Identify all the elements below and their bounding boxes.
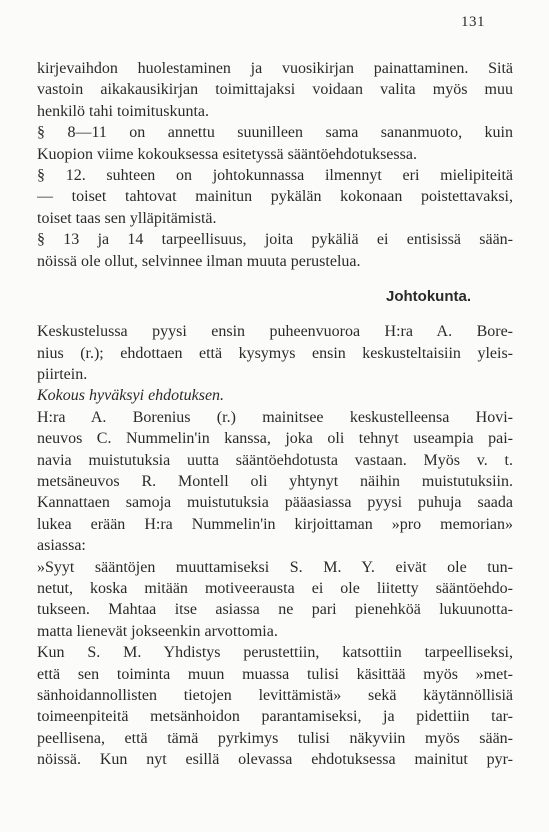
text-line: Kannattaen samoja muistutuksia pääasiassa pyysi puhuja saada bbox=[37, 494, 513, 512]
page-number: 131 bbox=[461, 14, 485, 30]
text-line: kirjevaihdon huolestaminen ja vuosikirjan painattaminen. Sitä bbox=[37, 60, 513, 77]
paragraphs-before-heading bbox=[37, 58, 513, 272]
text-line: vastoin aikakausikirjan toimittajaksi voidaan valita myös muu bbox=[37, 81, 513, 99]
text-line: § 12. suhteen on johtokunnassa ilmennyt eri mielipiteitä bbox=[37, 166, 513, 184]
text-line: nöissä ole ollut, selvinnee ilman muuta perustelua. bbox=[37, 252, 361, 270]
text-line: § 13 ja 14 tarpeellisuus, joita pykäliä ei entisissä sään- bbox=[37, 231, 513, 249]
text-line: navia muistutuksia uutta sääntöehdotusta vastaan. Myös v. t. bbox=[37, 451, 513, 469]
text-line: H:ra A. Borenius (r.) mainitsee keskustelleensa Hovi- bbox=[37, 408, 513, 426]
text-line: neuvos C. Nummelin'in kanssa, joka oli tehnyt useampia pai- bbox=[37, 430, 513, 448]
paragraphs-after-heading bbox=[37, 321, 513, 770]
text-line: toimeenpiteitä metsänhoidon parantamiseksi, ja pidettiin tar- bbox=[37, 708, 513, 726]
text-line: toiset taas sen ylläpitämistä. bbox=[37, 209, 217, 227]
body-text bbox=[37, 58, 513, 771]
text-line: — toiset tahtovat mainitun pykälän kokonaan poistettavaksi, bbox=[37, 188, 513, 206]
text-line: asiassa: bbox=[37, 537, 86, 555]
text-line: piirtein. bbox=[37, 366, 88, 384]
text-line: peellisena, että tämä pyrkimys tulisi näkyviin myös sään- bbox=[37, 729, 513, 747]
text-line: Keskustelussa pyysi ensin puheenvuoroa H:ra A. Bore- bbox=[37, 323, 513, 341]
text-line: tukseen. Mahtaa itse asiassa ne pari pienehköä lukuunotta- bbox=[37, 601, 513, 619]
text-line: nöissä. Kun nyt esillä olevassa ehdotuksessa mainitut pyr- bbox=[37, 751, 513, 769]
text-line: Kun S. M. Yhdistys perustettiin, katsottiin tarpeelliseksi, bbox=[37, 644, 513, 662]
text-line: sänhoidannollisten tietojen levittämistä» sekä käytännöllisiä bbox=[37, 686, 513, 704]
text-line: Kokous hyväksyi ehdotuksen. bbox=[37, 387, 225, 405]
text-line: netut, koska mitään motiveerausta ei ole liitetty sääntöehdo- bbox=[37, 579, 513, 597]
text-line: nius (r.); ehdottaen että kysymys ensin keskusteltaisiin yleis- bbox=[37, 344, 513, 362]
text-line: lukea erään H:ra Nummelin'in kirjoittaman »pro memorian» bbox=[37, 515, 513, 533]
text-line: § 8—11 on annettu suunilleen sama sananmuoto, kuin bbox=[37, 124, 513, 142]
text-line: että sen toiminta muun muassa tulisi käsittää myös »met- bbox=[37, 665, 513, 683]
text-line: Kuopion viime kokouksessa esitetyssä sääntöehdotuksessa. bbox=[37, 145, 417, 163]
text-line: henkilö tahi toimituskunta. bbox=[37, 102, 209, 120]
text-line: »Syyt sääntöjen muuttamiseksi S. M. Y. eivät ole tun- bbox=[37, 558, 513, 576]
section-heading: Johtokunta. bbox=[386, 287, 471, 305]
text-line: matta lienevät jokseenkin arvottomia. bbox=[37, 622, 278, 640]
text-line: metsäneuvos R. Montell oli yhtynyt näihin muistutuksiin. bbox=[37, 473, 513, 491]
